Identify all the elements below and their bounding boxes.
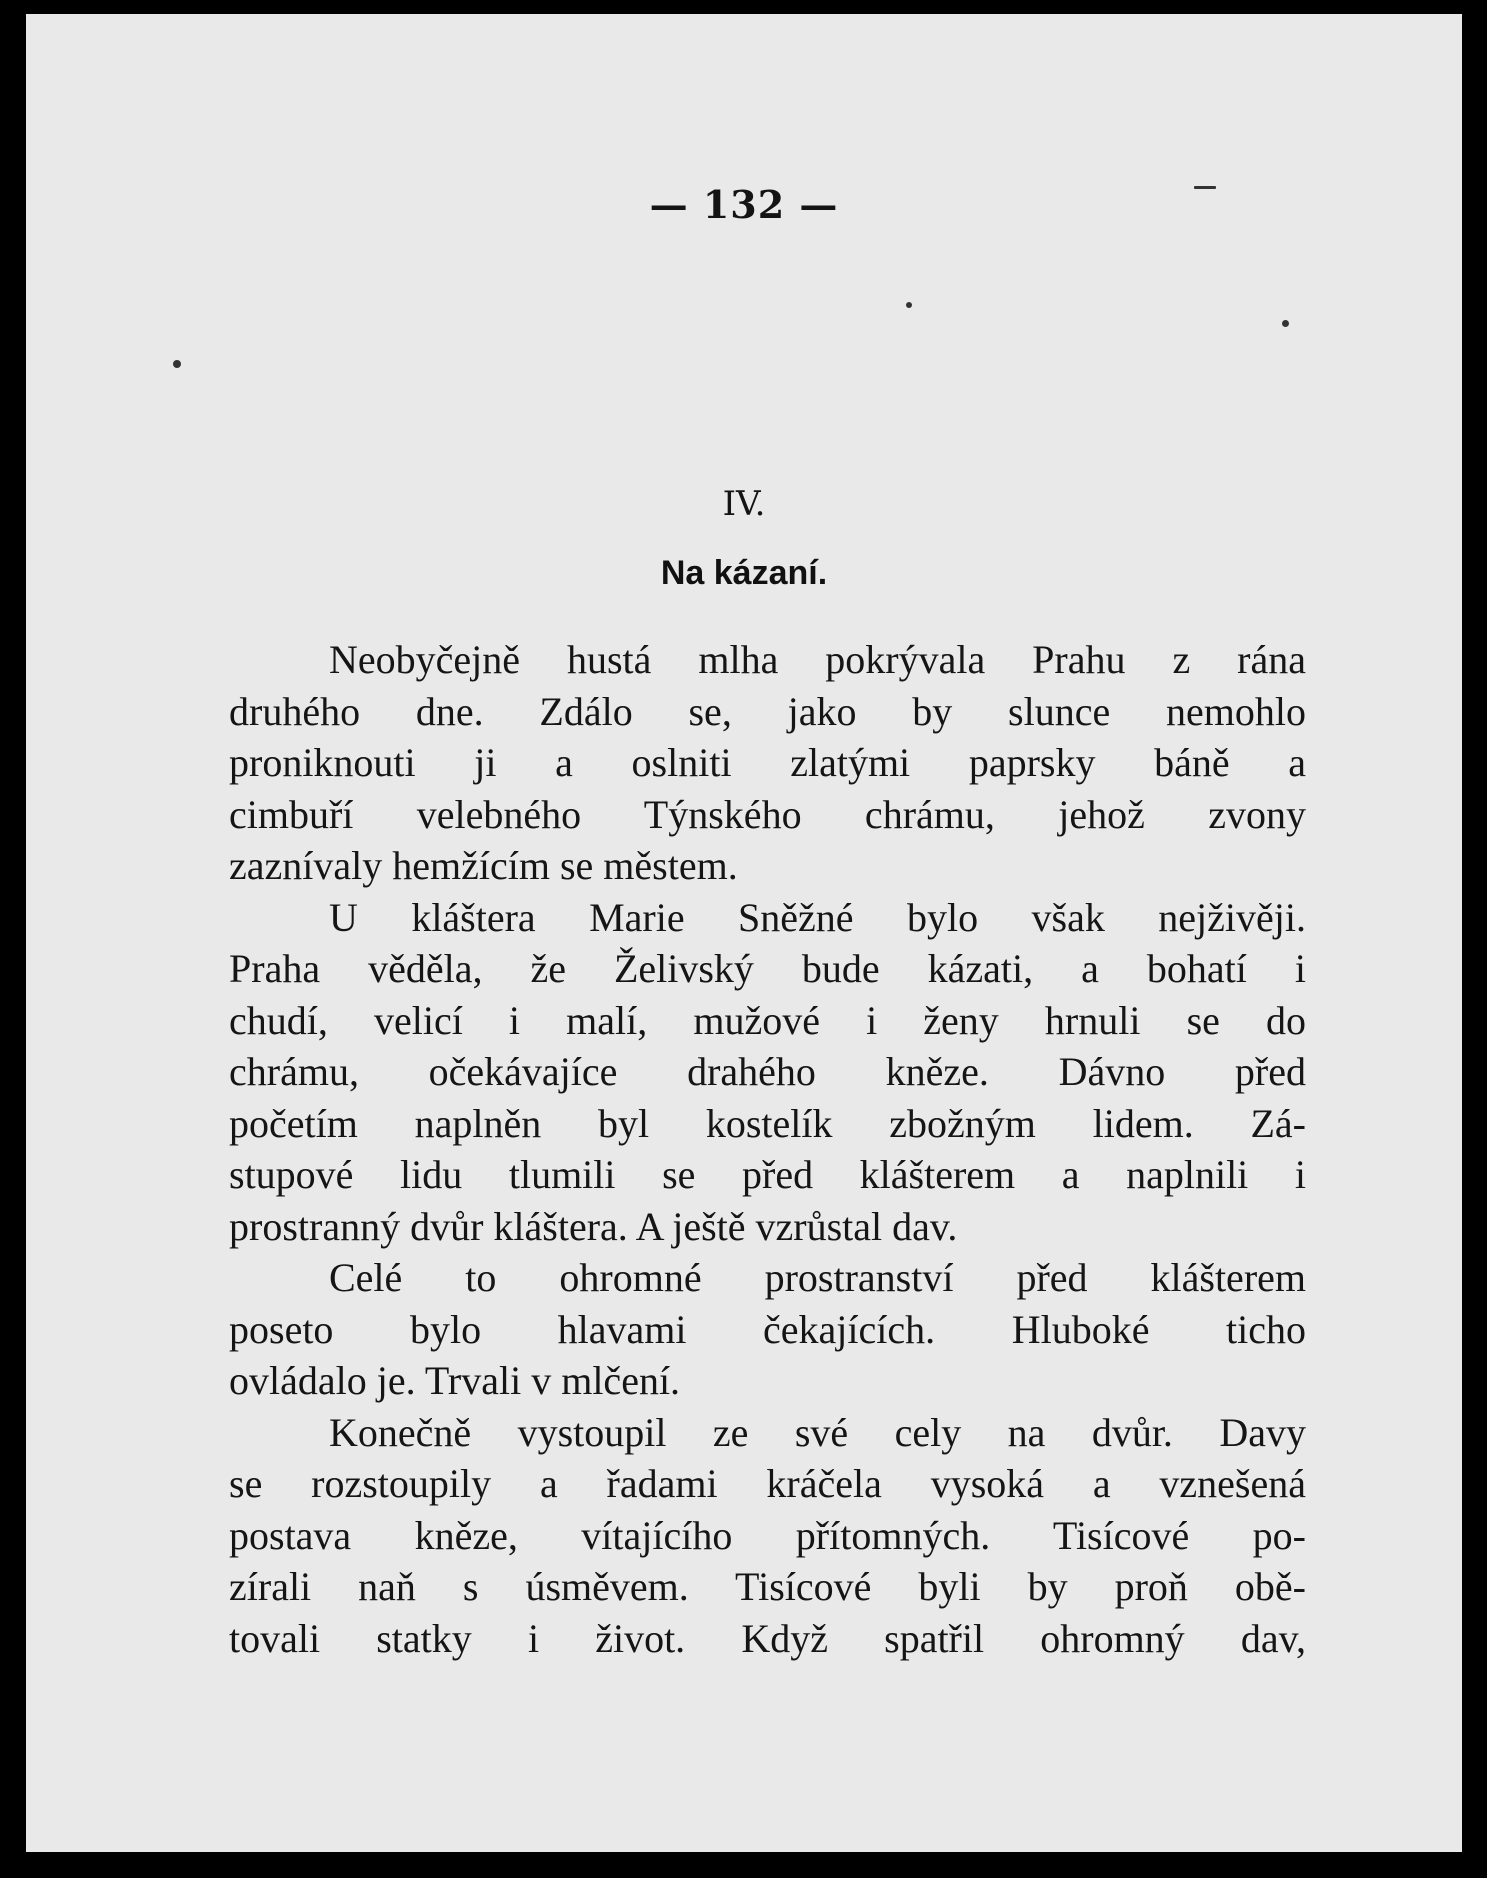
text-line: Konečně vystoupil ze své cely na dvůr. Davy <box>329 1409 1306 1455</box>
body-text <box>229 634 1306 1664</box>
text-line: Praha věděla, že Želivský bude kázati, a bohatí i <box>229 946 1306 991</box>
text-line: početím naplněn byl kostelík zbožným lidem. Zá- <box>229 1100 1306 1146</box>
text-line: poseto bylo hlavami čekajících. Hluboké ticho <box>229 1306 1306 1352</box>
text-line: stupové lidu tlumili se před klášterem a naplnili i <box>229 1152 1306 1197</box>
text-line: druhého dne. Zdálo se, jako by slunce nemohlo <box>229 688 1306 734</box>
print-speck <box>173 360 181 368</box>
print-speck <box>1282 320 1289 327</box>
print-speck <box>906 302 912 308</box>
page-number: — 132 — <box>649 182 839 227</box>
text-line: Neobyčejně hustá mlha pokrývala Prahu z rána <box>329 637 1306 682</box>
book-page <box>26 14 1462 1852</box>
text-line: cimbuří velebného Týnského chrámu, jehož zvony <box>229 791 1306 837</box>
text-line: chrámu, očekávajíce drahého kněze. Dávno před <box>229 1049 1306 1094</box>
text-line: postava kněze, vítajícího přítomných. Tisícové po- <box>229 1512 1306 1558</box>
text-line: se rozstoupily a řadami kráčela vysoká a vznešená <box>229 1461 1306 1506</box>
text-line: zírali naň s úsměvem. Tisícové byli by proň obě- <box>229 1564 1306 1609</box>
text-line: chudí, velicí i malí, mužové i ženy hrnuli se do <box>229 997 1306 1043</box>
text-line: Celé to ohromné prostranství před klášterem <box>329 1255 1306 1300</box>
chapter-title: Na kázaní. <box>660 554 828 592</box>
text-line: tovali statky i život. Když spatřil ohromný dav, <box>229 1615 1306 1661</box>
text-line: prostranný dvůr kláštera. A ještě vzrůstal dav. <box>229 1203 958 1249</box>
text-line: U kláštera Marie Sněžné bylo však nejživěji. <box>329 894 1306 940</box>
chapter-numeral: IV. <box>722 484 766 524</box>
text-line: zaznívaly hemžícím se městem. <box>229 843 738 888</box>
text-line: proniknouti ji a oslniti zlatými paprsky báně a <box>229 740 1306 785</box>
text-line: ovládalo je. Trvali v mlčení. <box>229 1358 681 1403</box>
